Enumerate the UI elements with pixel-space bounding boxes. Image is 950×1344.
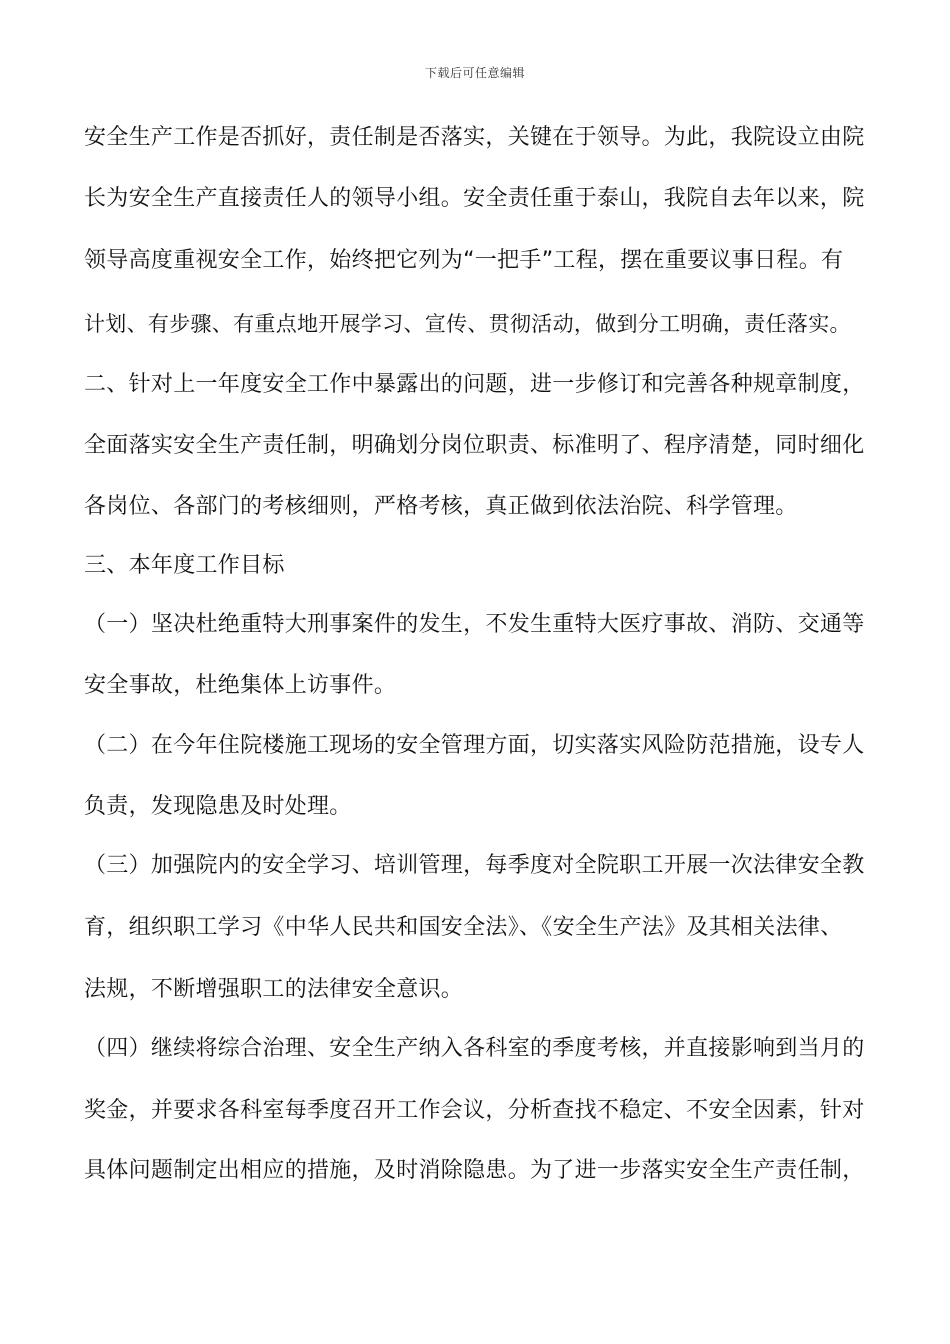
text-line: 领导高度重视安全工作，始终把它列为“一把手”工程，摆在重要议事日程。有 (84, 248, 844, 273)
text-line: 育，组织职工学习《中华人民共和国安全法》、《安全生产法》及其相关法律、 (84, 915, 843, 940)
text-line: 长为安全生产直接责任人的领导小组。安全责任重于泰山，我院自去年以来，院 (84, 186, 865, 211)
text-line: （四）继续将综合治理、安全生产纳入各科室的季度考核，并直接影响到当月的 (84, 1036, 865, 1061)
text-line: 各岗位、各部门的考核细则，严格考核，真正做到依法治院、科学管理。 (84, 494, 798, 519)
text-line: 负责，发现隐患及时处理。 (84, 794, 352, 819)
text-line: 安全生产工作是否抓好，责任制是否落实，关键在于领导。为此，我院设立由院 (84, 125, 865, 150)
text-line: 全面落实安全生产责任制，明确划分岗位职责、标准明了、程序清楚，同时细化 (84, 433, 865, 458)
text-line: （二）在今年住院楼施工现场的安全管理方面，切实落实风险防范措施，设专人 (84, 733, 865, 758)
text-line: 安全事故，杜绝集体上访事件。 (84, 673, 397, 698)
text-line: 具体问题制定出相应的措施，及时消除隐患。为了进一步落实安全生产责任制， (84, 1158, 865, 1183)
text-line: 三、本年度工作目标 (84, 553, 285, 578)
text-line: （一）坚决杜绝重特大刑事案件的发生，不发生重特大医疗事故、消防、交通等 (84, 612, 865, 637)
header-note: 下载后可任意编辑 (424, 66, 525, 80)
text-line: 计划、有步骤、有重点地开展学习、宣传、贯彻活动，做到分工明确，责任落实。 (84, 312, 851, 336)
text-line: 奖金，并要求各科室每季度召开工作会议，分析查找不稳定、不安全因素，针对 (84, 1098, 865, 1123)
text-line: 法规，不断增强职工的法律安全意识。 (84, 977, 464, 1002)
text-line: 二、针对上一年度安全工作中暴露出的问题，进一步修订和完善各种规章制度， (84, 372, 865, 397)
text-line: （三）加强院内的安全学习、培训管理，每季度对全院职工开展一次法律安全教 (84, 853, 865, 878)
